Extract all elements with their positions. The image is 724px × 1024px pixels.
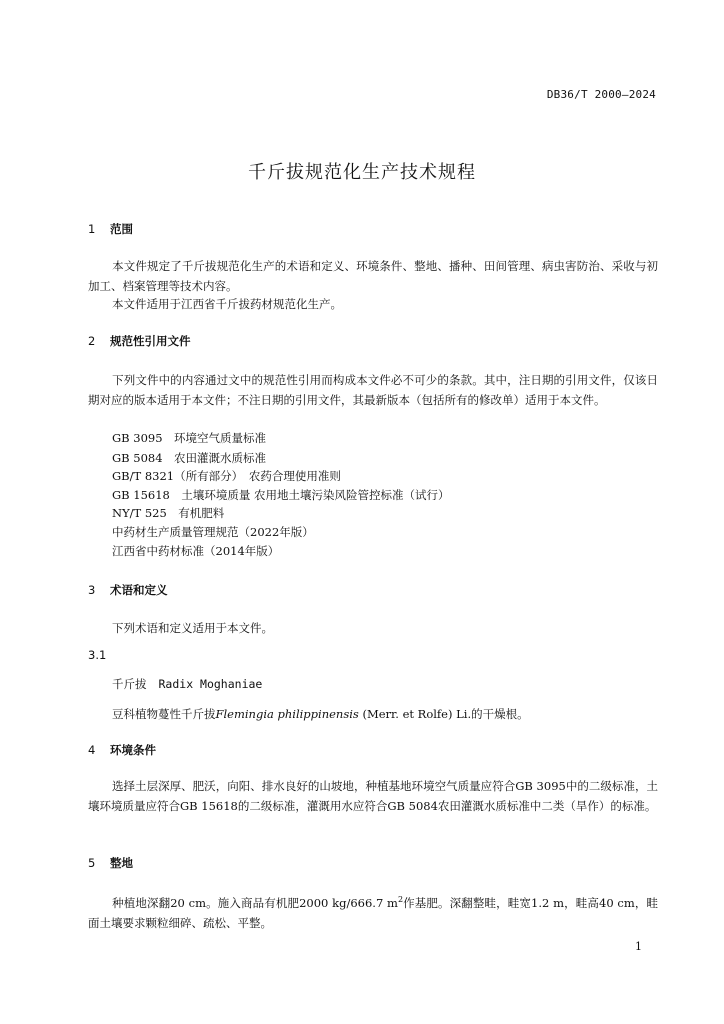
section-2-paragraph-1 xyxy=(88,370,658,410)
paragraph-text: 下列文件中的内容通过文中的规范性引用而构成本文件必不可少的条款。其中，注日期的引用文件，仅该日期对应的版本适用于本文件；不注日期的引用文件，其最新版本（包括所有的修改单）适用于本文件。 xyxy=(88,373,658,407)
section-1-paragraph-2 xyxy=(88,294,658,314)
reference-item: GB 3095 环境空气质量标准 xyxy=(112,431,267,445)
section-1-heading xyxy=(88,221,133,237)
section-number: 2 xyxy=(88,334,96,348)
term-english: Radix Moghaniae xyxy=(158,677,263,691)
reference-item: GB 15618 土壤环境质量 农用地土壤污染风险管控标准（试行） xyxy=(112,488,450,502)
document-number: DB36/T 2000—2024 xyxy=(546,88,656,101)
section-5-heading xyxy=(88,855,133,871)
reference-item: 中药材生产质量管理规范（2022年版） xyxy=(112,525,314,539)
term-definition xyxy=(112,706,529,722)
definition-suffix: (Merr. et Rolfe) Li.的干燥根。 xyxy=(358,707,529,721)
section-2-heading xyxy=(88,333,191,349)
reference-item: GB/T 8321（所有部分） 农药合理使用准则 xyxy=(112,469,341,483)
definition-latin-name: Flemingia philippinensis xyxy=(215,707,359,721)
section-number: 4 xyxy=(88,743,96,757)
definition-prefix: 豆科植物蔓性千斤拔 xyxy=(112,707,216,721)
section-3-paragraph-1 xyxy=(88,618,658,638)
section-number: 3 xyxy=(88,583,96,597)
section-title: 术语和定义 xyxy=(110,583,168,597)
section-4-heading xyxy=(88,742,156,758)
superscript: 2 xyxy=(397,895,404,904)
paragraph-text: 本文件适用于江西省千斤拔药材规范化生产。 xyxy=(112,297,342,311)
section-number: 1 xyxy=(88,222,96,236)
paragraph-text: 下列术语和定义适用于本文件。 xyxy=(112,621,273,635)
section-title: 范围 xyxy=(110,222,134,236)
term-entry xyxy=(112,676,262,692)
reference-item: GB 5084 农田灌溉水质标准 xyxy=(112,451,267,465)
section-title: 规范性引用文件 xyxy=(110,334,191,348)
reference-item: 江西省中药材标准（2014年版） xyxy=(112,544,280,558)
document-title: 千斤拔规范化生产技术规程 xyxy=(248,162,476,183)
paragraph-text-continued: 作基肥。深翻整畦，畦宽1.2 m，畦高40 cm，畦面土壤要求颗粒细碎、疏松、平整。 xyxy=(88,895,659,930)
paragraph-text: 本文件规定了千斤拔规范化生产的术语和定义、环境条件、整地、播种、田间管理、病虫害防治、采收与初加工、档案管理等技术内容。 xyxy=(88,259,658,293)
paragraph-text: 选择土层深厚、肥沃，向阳、排水良好的山坡地，种植基地环境空气质量应符合GB 3095中的二级标准，土壤环境质量应符合GB 15618的二级标准，灌溉用水应符合GB 5084农田灌溉水质标准中二类（旱作）的标准。 xyxy=(88,779,658,813)
section-4-paragraph-1 xyxy=(88,776,658,816)
section-title: 环境条件 xyxy=(110,743,157,757)
section-number: 5 xyxy=(88,856,96,870)
paragraph-text: 种植地深翻20 cm。施入商品有机肥2000 kg/666.7 m xyxy=(112,895,398,910)
section-5-paragraph-1 xyxy=(88,890,658,933)
reference-item: NY/T 525 有机肥料 xyxy=(112,506,225,520)
section-1-paragraph-1 xyxy=(88,256,658,296)
subsection-number: 3.1 xyxy=(88,648,107,662)
page-number: 1 xyxy=(635,940,642,953)
term-chinese: 千斤拔 xyxy=(112,677,147,691)
section-title: 整地 xyxy=(110,856,134,870)
section-3-heading xyxy=(88,582,168,598)
